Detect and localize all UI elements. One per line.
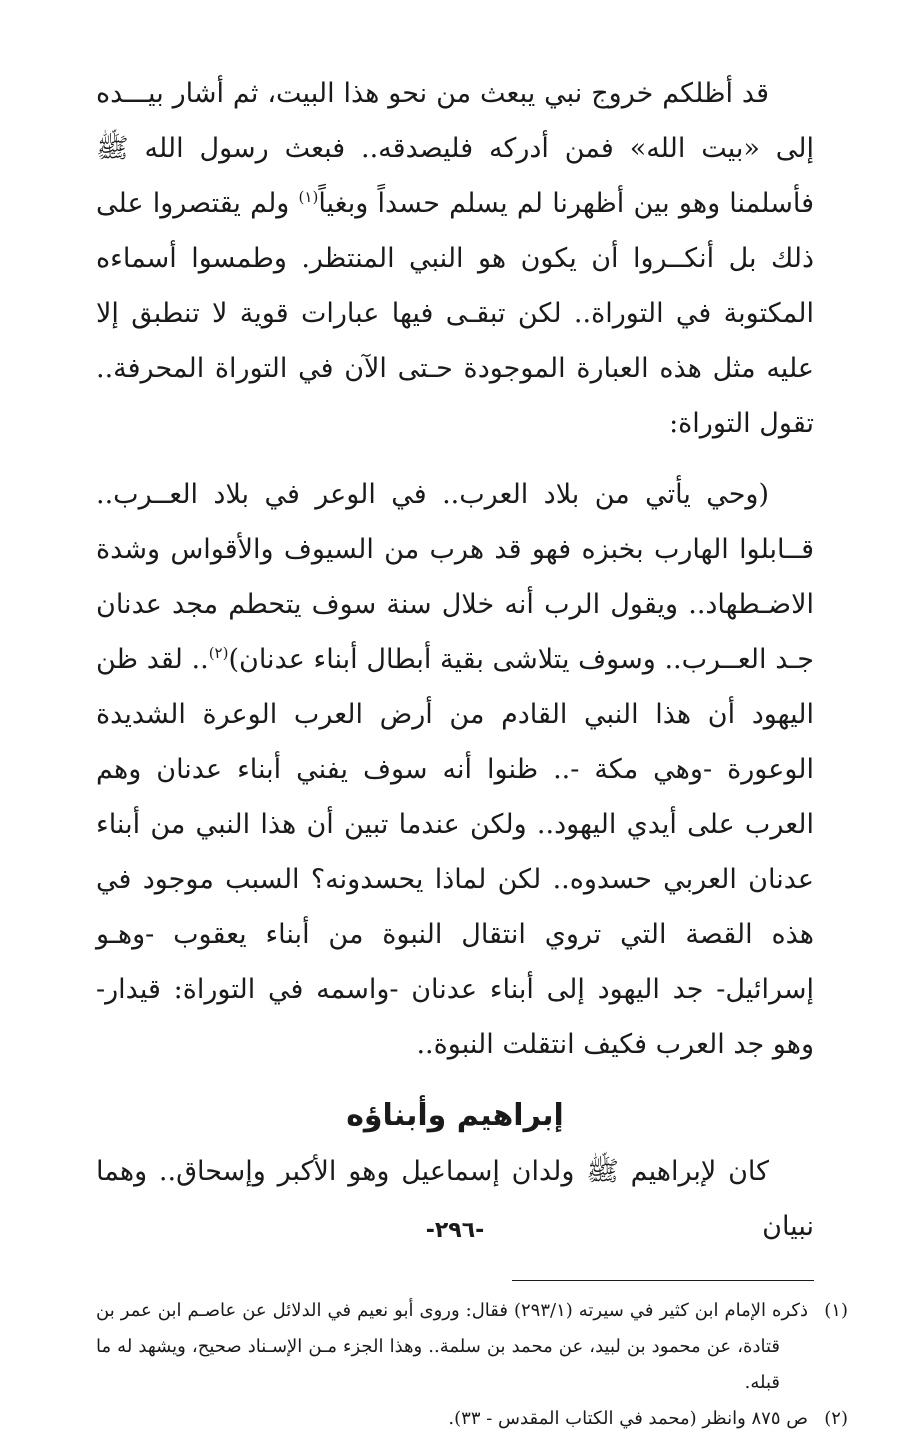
paragraph-1-text-b: ولم يقتصروا على ذلك بل أنكــروا أن يكون هو النبي المنتظر. وطمسوا أسماءه المكتوبة في التوراة.. لكن تبقـى فيها عبارات قوية لا تنطبق إلا عليه مثل هذه العبارة الموجودة حـتى الآن في التوراة المحرفة.. تقول التوراة: (96, 188, 814, 439)
footnote-1-text: ذكره الإمام ابن كثير في سيرته (٢٩٣/١) فقال: وروى أبو نعيم في الدلائل عن عاصـم ابن عمر بن قتادة، عن محمود بن لبيد، عن محمد بن سلمة.. وهذا الجزء مـن الإسـناد صحيح، ويشهد له ما قبله. (96, 1300, 808, 1393)
body-paragraph-2 (96, 467, 814, 1072)
section-heading: إبراهيم وأبناؤه (346, 1098, 564, 1133)
footnote-reference-1[interactable]: (١) (298, 188, 319, 206)
footnote-reference-2[interactable]: (٢) (208, 644, 229, 662)
page-number: -٢٩٦- (425, 1218, 485, 1243)
paragraph-1-text-a: قد أظلكم خروج نبي يبعث من نحو هذا البيت، ثم أشار بيـــده إلى «بيت الله» فمن أدركه فليصدقه.. فبعث رسول الله ﷺ فأسلمنا وهو بين أظهرنا لم يسلم حسداً وبغياً (96, 78, 814, 219)
paragraph-2-text-b: .. لقد ظن اليهود أن هذا النبي القادم من أرض العرب الوعرة الشديدة الوعورة -وهي مكة -.. ظنوا أنه سوف يفني أبناء عدنان وهم العرب على أيدي اليهود.. ولكن عندما تبين أن هذا النبي من أبناء عدنان العربي حسدوه.. لكن لماذا يحسدونه؟ السبب موجود في هذه القصة التي تروي انتقال النبوة من أبناء يعقوب -وهـو إسرائيل- جد اليهود إلى أبناء عدنان -واسمه في التوراة: قيدار- وهو جد العرب فكيف انتقلت النبوة.. (96, 644, 814, 1060)
footnote-2-text: ص ٨٧٥ وانظر (محمد في الكتاب المقدس - ٣٣). (448, 1408, 808, 1429)
book-page (96, 66, 848, 1429)
body-paragraph-3: كان لإبراهيم ﷺ ولدان إسماعيل وهو الأكبر وإسحاق.. وهما نبيان (96, 1156, 814, 1242)
footnote-2: (٢)ص ٨٧٥ وانظر (محمد في الكتاب المقدس - ٣٣). (448, 1408, 848, 1429)
footnote-divider (512, 1280, 814, 1281)
body-paragraph-1 (96, 66, 814, 451)
paragraph-2-text-a: (وحي يأتي من بلاد العرب.. في الوعر في بلاد العــرب.. قــابلوا الهارب بخبزه فهو قد هرب من السيوف والأقواس وشدة الاضـطهاد.. ويقول الرب أنه خلال سنة سوف يتحطم مجد عدنان جـد العــرب.. وسوف يتلاشى بقية أبطال أبناء عدنان) (96, 479, 814, 675)
footnote-1: (١)ذكره الإمام ابن كثير في سيرته (٢٩٣/١) فقال: وروى أبو نعيم في الدلائل عن عاصـم ابن عمر بن قتادة، عن محمود بن لبيد، عن محمد بن سلمة.. وهذا الجزء مـن الإسـناد صحيح، ويشهد له ما قبله. (96, 1300, 848, 1393)
footnotes (96, 1293, 848, 1437)
